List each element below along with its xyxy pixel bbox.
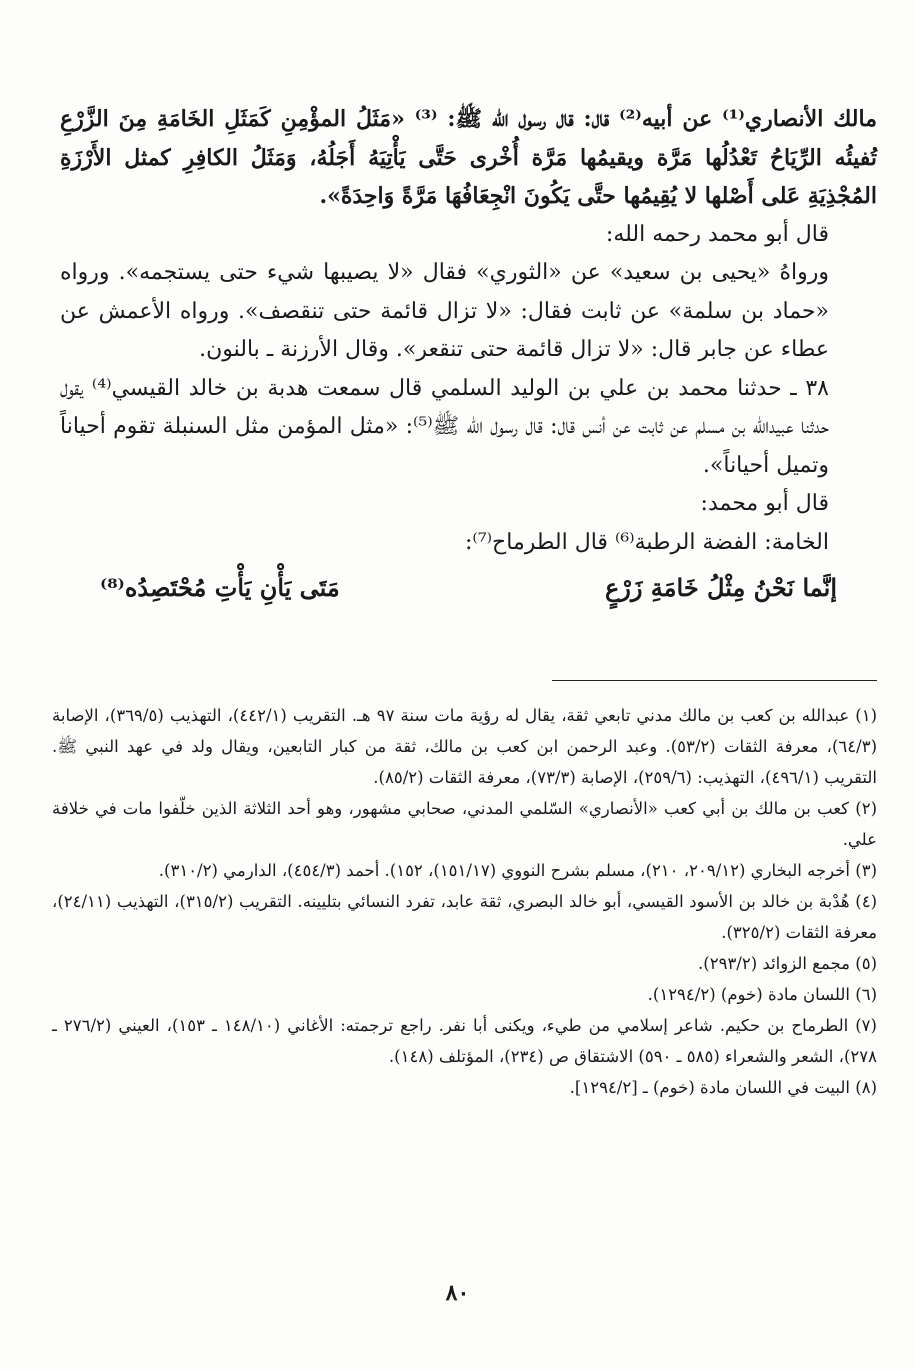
footnote: (٢) كعب بن مالك بن أبي كعب «الأنصاري» السّلمي المدني، صحابي مشهور، وهو أحد الثلاثة الذين خلّفوا مات في خلافة علي. (52, 799, 877, 849)
footnote: (٦) اللسان مادة (خوم) (١٢٩٤/٢). (647, 985, 877, 1004)
footnote: (٥) مجمع الزوائد (٢٩٣/٢). (698, 954, 877, 973)
hadith-paragraph: مالك الأنصاري⁽¹⁾ عن أبيه⁽²⁾ قال: قال رسول الله ﷺ: ⁽³⁾ «مَثَلُ المؤْمِنِ كَمَثَلِ الخَامَةِ مِنَ الزَّرْعِ تُفيئُه الرِّيَاحُ تَعْدُلُها مَرَّة ويقيمُها مَرَّة أُخْرى حَتَّى يَأْتِيَهُ أَجَلُهُ، وَمَثَلُ الكافِرِ كمثل الأَرْزَةِ المُجْذِيَةِ عَلى أَصْلها لا يُقِيمُها حتَّى يَكُونَ انْجِعَافُهَا مَرَّةً وَاحِدَةً». (60, 106, 877, 209)
narration-paragraph: ورواهُ «يحيى بن سعيد» عن «الثوري» فقال «لا يصيبها شيء حتى يستجمه». ورواه «حماد بن سلمة» عن ثابت فقال: «لا تزال قائمة حتى تنقصف». ورواه الأعمش عن عطاء عن جابر قال: «لا تزال قائمة حتى تنقعر». وقال الأرزنة ـ بالنون. (60, 260, 829, 362)
poetry-verse (60, 568, 877, 608)
main-text (60, 100, 877, 608)
author-remark: قال أبو محمد رحمه الله: (605, 221, 829, 247)
footnote-divider (552, 680, 877, 681)
footnote: (٨) البيت في اللسان مادة (خوم) ـ [١٢٩٤/٢]. (569, 1078, 877, 1097)
definition-line: الخامة: الفضة الرطبة⁽⁶⁾ قال الطرماح⁽⁷⁾: (465, 529, 829, 555)
page-number: ٨٠ (445, 1280, 470, 1306)
footnotes (52, 700, 877, 1103)
verse-second-half: مَتَى يَأْنِ يَأْتِ مُحْتَصِدُه⁽⁸⁾ (100, 573, 340, 602)
verse-first-half: إنَّما نَحْنُ مِثْلُ خَامَةِ زَرْعٍ (604, 573, 837, 602)
hadith-38-paragraph: ٣٨ ـ حدثنا محمد بن علي بن الوليد السلمي قال سمعت هدبة بن خالد القيسي⁽⁴⁾ يقول حدثنا عبيدالله بن مسلم عن ثابت عن أنس قال: قال رسول الله ﷺ⁽⁵⁾: «مثل المؤمن مثل السنبلة تقوم أحياناً وتميل أحياناً». (60, 375, 830, 478)
footnote: (١) عبدالله بن كعب بن مالك مدني تابعي ثقة، يقال له رؤية مات سنة ٩٧ هـ. التقريب (٤٤٢/١)، التهذيب (٣٦٩/٥)، الإصابة (٦٤/٣)، معرفة الثقات (٥٣/٢). وعبد الرحمن ابن كعب بن مالك، ثقة من كبار التابعين، ويقال ولد في عهد النبي ﷺ. التقريب (٤٩٦/١)، التهذيب: (٢٥٩/٦)، الإصابة (٧٣/٣)، معرفة الثقات (٨٥/٢). (52, 706, 878, 787)
footnote: (٣) أخرجه البخاري (٢٠٩/١٢، ٢١٠)، مسلم بشرح النووي (١٥١/١٧)، ١٥٢). أحمد (٤٥٤/٣)، الدارمي (٣١٠/٢). (158, 861, 877, 880)
author-remark-2: قال أبو محمد: (700, 491, 829, 516)
footnote: (٤) هُدْبة بن خالد بن الأسود القيسي، أبو خالد البصري، ثقة عابد، تفرد النسائي بتليينه. التقريب (٣١٥/٢)، التهذيب (٢٤/١١)، معرفة الثقات (٣٢٥/٢). (52, 892, 878, 942)
footnote: (٧) الطرماح بن حكيم. شاعر إسلامي من طيء، ويكنى أبا نفر. راجع ترجمته: الأغاني (١٤٨/١٠ ـ ١٥٣)، العيني (٢٧٦/٢ ـ ٢٧٨)، الشعر والشعراء (٥٨٥ ـ ٥٩٠) الاشتقاق ص (٢٣٤)، المؤتلف (١٤٨). (52, 1016, 877, 1066)
